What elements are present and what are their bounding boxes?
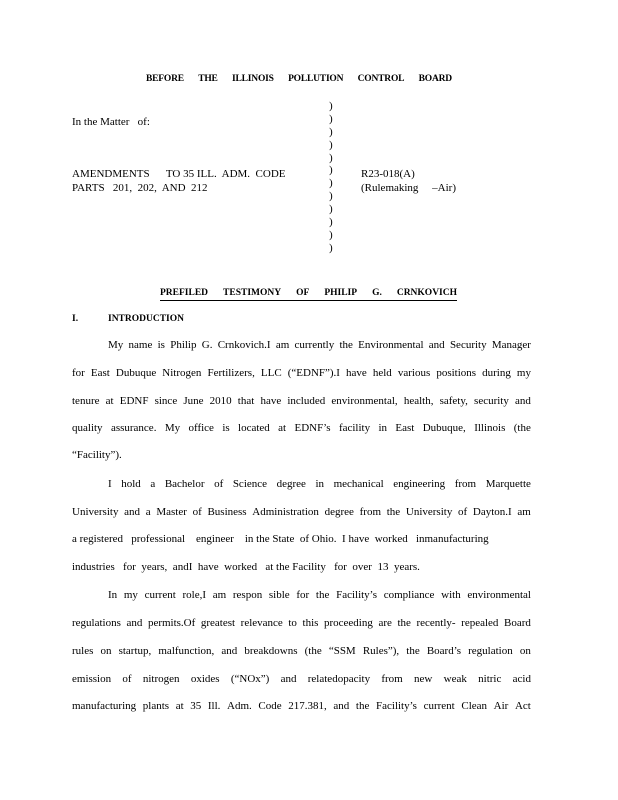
body-word: Board’s xyxy=(426,645,462,657)
body-line xyxy=(72,645,531,657)
caption-paren: ) xyxy=(329,216,333,229)
title-word: OF xyxy=(296,288,310,298)
header-word: BEFORE xyxy=(146,74,184,84)
body-word: currently xyxy=(294,339,335,351)
body-word: oxides xyxy=(190,673,220,685)
header-word: CONTROL xyxy=(357,74,405,84)
body-word: security xyxy=(474,395,509,407)
body-word: Marquette xyxy=(485,478,531,490)
body-word: My xyxy=(108,339,124,351)
body-word: from xyxy=(381,673,403,685)
caption-paren: ) xyxy=(329,164,333,177)
body-word: degree xyxy=(276,478,306,490)
body-word: and xyxy=(280,673,297,685)
body-line xyxy=(72,395,531,407)
body-word: with xyxy=(441,589,461,601)
body-word: sible xyxy=(268,589,290,601)
body-word: compliance xyxy=(383,589,435,601)
body-word: Dayton.I xyxy=(472,506,512,518)
body-word: for xyxy=(296,589,310,601)
section-title: INTRODUCTION xyxy=(108,314,185,324)
body-word: the xyxy=(406,645,420,657)
body-word: Act xyxy=(514,700,531,712)
body-line xyxy=(72,617,531,629)
docket-caption xyxy=(361,167,456,195)
body-word: positions xyxy=(436,367,477,379)
header-word: POLLUTION xyxy=(288,74,344,84)
body-word: is xyxy=(222,422,230,434)
body-word: University xyxy=(72,506,119,518)
body-word: to xyxy=(288,617,297,629)
docket-number: R23-018(A) xyxy=(361,168,415,180)
body-word: the xyxy=(339,339,353,351)
body-word: Board xyxy=(504,617,531,629)
body-word: LLC xyxy=(260,367,282,379)
body-line: industries for years, andI have worked at the Facility for over 13 years. xyxy=(72,561,420,573)
body-word: on xyxy=(100,645,112,657)
body-word: Environmental xyxy=(358,339,424,351)
body-word: my xyxy=(516,367,531,379)
header-word: THE xyxy=(198,74,218,84)
caption-paren: ) xyxy=(329,228,333,241)
body-word: tenure xyxy=(72,395,100,407)
body-word: mechanical xyxy=(333,478,384,490)
amendments-line-2: PARTS 201, 202, AND 212 xyxy=(72,182,208,194)
body-word: have xyxy=(260,395,282,407)
body-word: the xyxy=(355,700,370,712)
body-word: environmental xyxy=(467,589,531,601)
body-word: “SSM xyxy=(328,645,356,657)
body-word: June xyxy=(183,395,204,407)
title-word: PREFILED xyxy=(160,288,209,298)
body-word: Facility’s xyxy=(336,589,378,601)
body-word: Bachelor xyxy=(164,478,205,490)
body-word: Illinois xyxy=(474,422,506,434)
body-word: relatedopacity xyxy=(307,673,371,685)
body-word: at xyxy=(105,395,114,407)
body-word: relevance xyxy=(240,617,283,629)
body-word: in xyxy=(315,478,325,490)
body-word: 35 xyxy=(190,700,202,712)
body-word: rules xyxy=(72,645,94,657)
body-word: Nitrogen xyxy=(162,367,202,379)
body-word: new xyxy=(414,673,433,685)
amendments-line-1: AMENDMENTS TO 35 ILL. ADM. CODE xyxy=(72,168,286,180)
body-word: from xyxy=(454,478,477,490)
body-word: located xyxy=(238,422,270,434)
body-line xyxy=(108,589,531,601)
body-word: recently- xyxy=(416,617,456,629)
body-word: from xyxy=(359,506,382,518)
body-word: am xyxy=(212,589,227,601)
body-word: since xyxy=(154,395,178,407)
body-word: regulation xyxy=(468,645,513,657)
body-word: In xyxy=(108,589,118,601)
in-the-matter-label: In the Matter of: xyxy=(72,116,150,128)
body-word: (“NOx”) xyxy=(230,673,270,685)
body-word: breakdowns xyxy=(244,645,298,657)
body-word: (the xyxy=(304,645,322,657)
body-word: Science xyxy=(232,478,268,490)
body-word: quality xyxy=(72,422,103,434)
body-word: and xyxy=(126,617,143,629)
body-word: in xyxy=(378,422,388,434)
body-word: weak xyxy=(443,673,467,685)
board-header xyxy=(146,74,452,84)
body-word: assurance. xyxy=(110,422,157,434)
body-word: are xyxy=(378,617,392,629)
body-word: Security xyxy=(449,339,487,351)
caption-paren: ) xyxy=(329,151,333,164)
body-word: of xyxy=(122,673,132,685)
body-line xyxy=(72,367,531,379)
body-word: at xyxy=(278,422,287,434)
body-word: repealed xyxy=(461,617,499,629)
body-word: the xyxy=(315,589,330,601)
body-word: degree xyxy=(324,506,354,518)
body-word: my xyxy=(123,589,138,601)
caption-paren: ) xyxy=(329,241,333,254)
body-word: Code xyxy=(258,700,282,712)
body-word: regulations xyxy=(72,617,121,629)
body-word: and xyxy=(428,339,445,351)
amendments-caption xyxy=(72,167,286,195)
body-word: Business xyxy=(207,506,247,518)
body-word: acid xyxy=(512,673,531,685)
body-line xyxy=(72,422,531,434)
title-word: CRNKOVICH xyxy=(396,288,457,298)
body-word: included xyxy=(287,395,326,407)
body-word: G. xyxy=(201,339,213,351)
body-word: Air xyxy=(493,700,509,712)
header-word: ILLINOIS xyxy=(232,74,274,84)
body-word: and xyxy=(221,645,238,657)
body-word: Clean xyxy=(461,700,488,712)
caption-paren: ) xyxy=(329,190,333,203)
body-word: for xyxy=(72,367,85,379)
body-word: Adm. xyxy=(227,700,252,712)
body-word: Rules”), xyxy=(362,645,400,657)
body-word: this xyxy=(302,617,319,629)
body-word: Facility’s xyxy=(376,700,417,712)
body-line: a registered professional engineer in the State of Ohio. I have worked inmanufacturing xyxy=(72,533,489,545)
body-word: current xyxy=(144,589,176,601)
section-heading xyxy=(72,314,184,324)
body-line xyxy=(72,700,531,712)
body-word: safety, xyxy=(439,395,468,407)
body-word: and xyxy=(515,395,531,407)
body-word: nitrogen xyxy=(142,673,180,685)
body-line xyxy=(72,673,531,685)
body-word: role,I xyxy=(182,589,207,601)
body-word: held xyxy=(372,367,392,379)
body-word: Fertilizers, xyxy=(207,367,255,379)
body-word: am xyxy=(517,506,531,518)
body-word: Dubuque xyxy=(115,367,157,379)
body-line xyxy=(108,339,531,351)
body-line xyxy=(108,478,531,490)
body-word: facility xyxy=(338,422,371,434)
body-word: (the xyxy=(513,422,531,434)
body-word: health, xyxy=(403,395,434,407)
body-word: of xyxy=(192,506,202,518)
body-word: the xyxy=(397,617,411,629)
body-word: manufacturing xyxy=(72,700,137,712)
caption-paren: ) xyxy=(329,138,333,151)
body-word: (“EDNF”).I xyxy=(287,367,340,379)
body-word: various xyxy=(397,367,431,379)
body-word: permits.Of xyxy=(147,617,196,629)
body-line: “Facility”). xyxy=(72,449,122,461)
docket-type: (Rulemaking –Air) xyxy=(361,182,457,194)
body-word: 2010 xyxy=(209,395,232,407)
body-word: engineering xyxy=(393,478,446,490)
caption-paren: ) xyxy=(329,125,333,138)
body-word: East xyxy=(395,422,415,434)
section-number: I. xyxy=(72,314,79,324)
caption-paren: ) xyxy=(329,177,333,190)
body-word: East xyxy=(90,367,110,379)
caption-parentheses xyxy=(329,100,333,255)
body-word: office xyxy=(188,422,214,434)
body-word: malfunction, xyxy=(158,645,215,657)
body-word: EDNF’s xyxy=(294,422,331,434)
body-word: am xyxy=(275,339,290,351)
body-word: hold xyxy=(121,478,141,490)
body-word: proceeding xyxy=(324,617,373,629)
body-word: and xyxy=(124,506,141,518)
testimony-title xyxy=(160,288,457,301)
body-word: EDNF xyxy=(119,395,149,407)
caption-paren: ) xyxy=(329,112,333,125)
body-word: plants xyxy=(142,700,170,712)
body-word: a xyxy=(145,506,151,518)
body-word: Master xyxy=(156,506,187,518)
body-word: is xyxy=(157,339,165,351)
body-word: Ill. xyxy=(207,700,221,712)
body-word: current xyxy=(423,700,455,712)
body-word: Manager xyxy=(491,339,531,351)
body-word: My xyxy=(164,422,181,434)
title-word: G. xyxy=(372,288,382,298)
caption-paren: ) xyxy=(329,100,333,112)
body-word: Administration xyxy=(252,506,319,518)
caption-paren: ) xyxy=(329,203,333,216)
body-word: of xyxy=(214,478,224,490)
body-word: 217.381, xyxy=(288,700,327,712)
body-word: I xyxy=(108,478,112,490)
body-word: Crnkovich.I xyxy=(217,339,271,351)
body-word: Dubuque, xyxy=(422,422,466,434)
body-word: greatest xyxy=(200,617,236,629)
body-word: startup, xyxy=(118,645,152,657)
body-line xyxy=(72,506,531,518)
body-word: Philip xyxy=(170,339,197,351)
body-word: a xyxy=(150,478,156,490)
body-word: name xyxy=(128,339,153,351)
body-word: that xyxy=(237,395,255,407)
body-word: nitric xyxy=(478,673,502,685)
body-word: and xyxy=(333,700,350,712)
title-word: TESTIMONY xyxy=(223,288,282,298)
title-word: PHILIP xyxy=(324,288,358,298)
body-word: during xyxy=(482,367,511,379)
body-word: have xyxy=(346,367,367,379)
body-word: environmental, xyxy=(331,395,398,407)
body-word: University xyxy=(405,506,453,518)
body-word: the xyxy=(386,506,401,518)
header-word: BOARD xyxy=(418,74,452,84)
body-word: of xyxy=(458,506,468,518)
body-word: at xyxy=(175,700,184,712)
body-word: on xyxy=(519,645,531,657)
body-word: emission xyxy=(72,673,112,685)
body-word: respon xyxy=(232,589,263,601)
